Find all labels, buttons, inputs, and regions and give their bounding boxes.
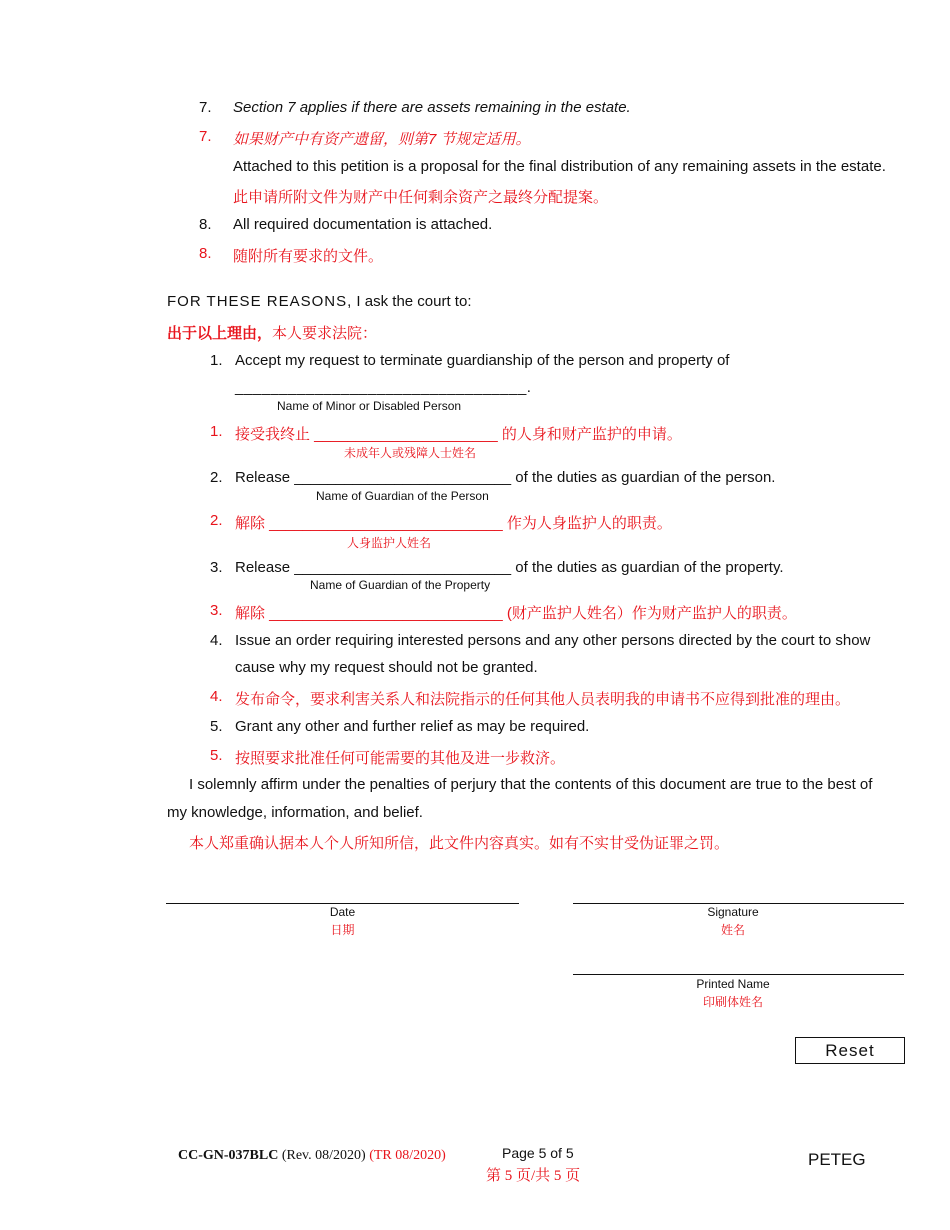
signature-label: Signature <box>707 905 759 919</box>
request-2-pre: Release <box>235 469 295 486</box>
reasons-lead-rest: I ask the court to: <box>352 293 472 310</box>
signature-line[interactable] <box>573 903 904 904</box>
minor-name-field[interactable]: _________________________________. <box>235 379 532 396</box>
request-2-zh-post: 作为人身监护人的职责。 <box>502 515 672 532</box>
section-7-attached-text-zh: 此申请所附文件为财产中任何剩余资产之最终分配提案。 <box>233 189 609 206</box>
request-4-line-2: cause why my request should not be granted. <box>235 659 538 676</box>
date-label: Date <box>329 905 356 919</box>
date-label-zh: 日期 <box>330 923 355 937</box>
request-1-zh-post: 的人身和财产监护的申请。 <box>497 426 682 443</box>
request-2-number-zh: 2. <box>210 512 223 529</box>
request-3-zh-post: (财产监护人姓名）作为财产监护人的职责。 <box>502 605 797 622</box>
request-3-number-zh: 3. <box>210 602 223 619</box>
request-4-number: 4. <box>210 632 223 649</box>
affirmation-line-2: my knowledge, information, and belief. <box>167 804 423 821</box>
reasons-lead <box>167 293 472 310</box>
guardian-property-name-field-zh[interactable]: ____________________________ <box>269 605 503 622</box>
form-id: CC-GN-037BLC <box>178 1148 279 1163</box>
request-4-line-1: Issue an order requiring interested persons and any other persons directed by the court to show <box>235 632 871 649</box>
request-5-number: 5. <box>210 718 223 735</box>
guardian-person-name-field-zh[interactable]: ____________________________ <box>269 515 503 532</box>
printed-name-label-zh: 印刷体姓名 <box>702 995 763 1009</box>
request-3-text-zh <box>235 602 797 623</box>
section-8-number: 8. <box>199 216 212 233</box>
request-3-pre: Release <box>235 559 295 576</box>
form-code: PETEG <box>808 1150 866 1169</box>
form-identifier <box>178 1148 446 1164</box>
reasons-lead-caps: FOR THESE REASONS, <box>167 293 353 310</box>
printed-name-line[interactable] <box>573 974 904 975</box>
section-7-attached-text: Attached to this petition is a proposal for the final distribution of any remaining assets in the estate. <box>233 158 886 175</box>
request-2-zh-pre: 解除 <box>235 515 270 532</box>
request-3-number: 3. <box>210 559 223 576</box>
request-2-text-zh <box>235 512 672 533</box>
request-2-number: 2. <box>210 469 223 486</box>
reset-button[interactable]: Reset <box>795 1037 905 1064</box>
page-number-zh: 第 5 页/共 5 页 <box>486 1168 581 1184</box>
form-translation-revision: (TR 08/2020) <box>369 1148 446 1163</box>
request-1-number: 1. <box>210 352 223 369</box>
section-7-number-zh: 7. <box>199 128 212 145</box>
request-1-text: Accept my request to terminate guardianship of the person and property of <box>235 352 730 369</box>
minor-name-field-zh[interactable]: ______________________ <box>314 426 498 443</box>
reasons-lead-zh <box>167 322 377 343</box>
request-4-text-zh: 发布命令，要求利害关系人和法院指示的任何其他人员表明我的申请书不应得到批准的理由。 <box>235 691 851 708</box>
request-3-post: of the duties as guardian of the property. <box>511 559 784 576</box>
request-5-text: Grant any other and further relief as may be required. <box>235 718 590 735</box>
request-5-number-zh: 5. <box>210 747 223 764</box>
date-line[interactable] <box>166 903 519 904</box>
request-2-post: of the duties as guardian of the person. <box>511 469 776 486</box>
reasons-lead-zh-rest: 本人要求法院： <box>272 325 378 342</box>
reasons-lead-zh-bold: 出于以上理由， <box>167 325 273 342</box>
guardian-person-caption-zh: 人身监护人姓名 <box>347 536 432 550</box>
request-5-text-zh: 按照要求批准任何可能需要的其他及进一步救济。 <box>235 750 566 767</box>
section-8-text: All required documentation is attached. <box>233 216 493 233</box>
section-8-text-zh: 随附所有要求的文件。 <box>233 248 384 265</box>
signature-label-zh: 姓名 <box>720 923 745 937</box>
guardian-property-name-field[interactable]: __________________________ <box>294 559 512 576</box>
guardian-person-caption: Name of Guardian of the Person <box>316 489 489 503</box>
section-7-heading: Section 7 applies if there are assets remaining in the estate. <box>233 99 631 116</box>
request-3-text <box>235 559 784 576</box>
section-7-heading-zh: 如果财产中有资产遗留，则第7 节规定适用。 <box>233 131 531 148</box>
minor-name-caption: Name of Minor or Disabled Person <box>277 399 462 413</box>
guardian-person-name-field[interactable]: __________________________ <box>294 469 512 486</box>
guardian-property-caption: Name of Guardian of the Property <box>310 578 491 592</box>
affirmation-zh: 本人郑重确认据本人个人所知所信，此文件内容真实。如有不实甘受伪证罪之罚。 <box>189 835 730 852</box>
section-7-number: 7. <box>199 99 212 116</box>
affirmation-line-1: I solemnly affirm under the penalties of perjury that the contents of this document are true to the best of <box>189 776 873 793</box>
page-number: Page 5 of 5 <box>502 1145 574 1161</box>
request-3-zh-pre: 解除 <box>235 605 270 622</box>
form-revision: (Rev. 08/2020) <box>278 1148 370 1163</box>
request-1-number-zh: 1. <box>210 423 223 440</box>
section-8-number-zh: 8. <box>199 245 212 262</box>
request-2-text <box>235 469 775 486</box>
minor-name-caption-zh: 未成年人或残障人士姓名 <box>344 446 477 460</box>
request-4-number-zh: 4. <box>210 688 223 705</box>
request-1-zh-pre: 接受我终止 <box>235 426 315 443</box>
request-1-text-zh <box>235 423 682 444</box>
printed-name-label: Printed Name <box>696 977 770 991</box>
